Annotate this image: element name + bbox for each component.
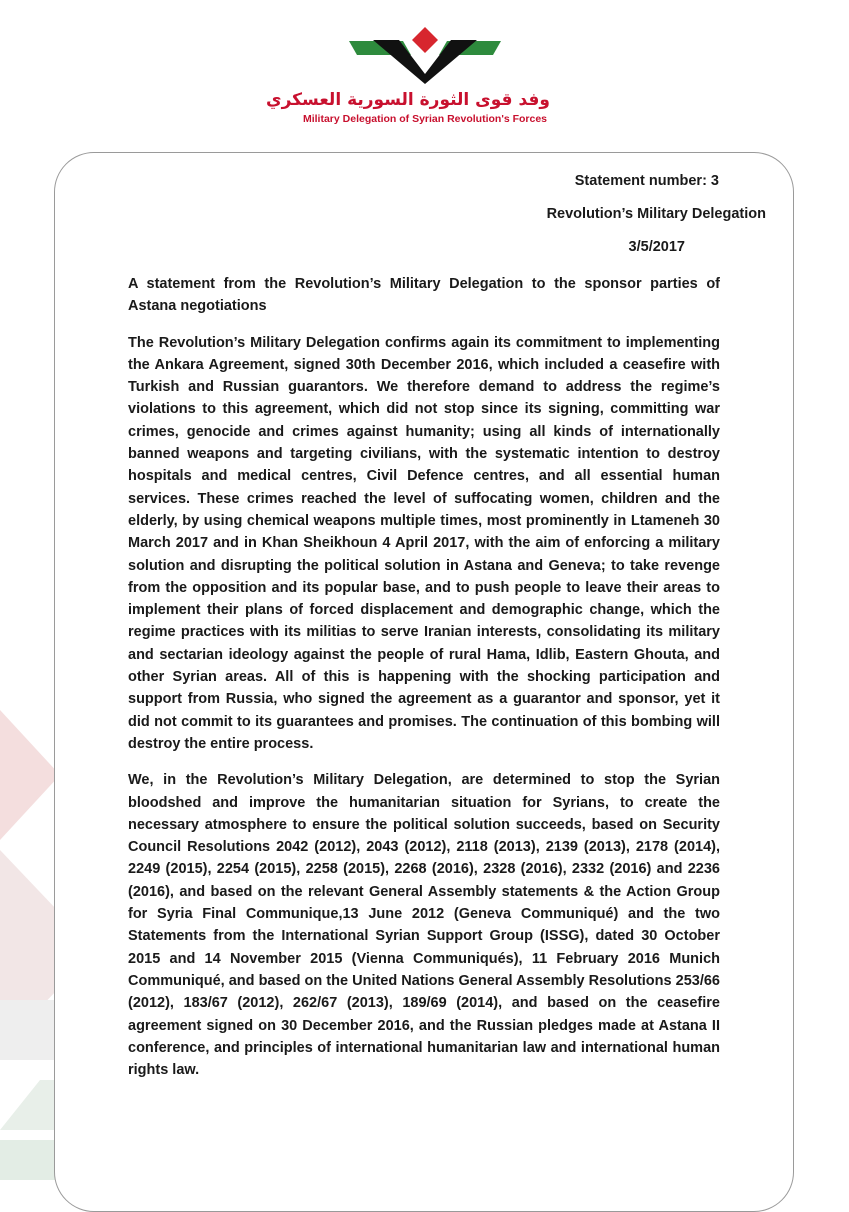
delegation-emblem-icon — [345, 24, 505, 86]
statement-number: Statement number: 3 — [574, 173, 719, 189]
issuer-name: Revolution’s Military Delegation — [546, 206, 766, 222]
statement-date: 3/5/2017 — [628, 239, 685, 255]
organization-name-arabic: وفد قوى الثورة السورية العسكري — [266, 90, 550, 110]
statement-title: A statement from the Revolution’s Military Delegation to the sponsor parties of Astana negotiations — [128, 276, 720, 315]
statement-body — [128, 273, 720, 1095]
paragraph-determination: We, in the Revolution’s Military Delegation, are determined to stop the Syrian bloodshed and improve the humanitarian situation for Syrians, to create the necessary atmosphere to ensure the political solution succeeds, based on Security Council Resolutions 2042 (2012), 2043 (2012), 2118 (2013), 2139 (2013), 2178 (2014), 2249 (2015), 2254 (2015), 2258 (2015), 2268 (2016), 2328 (2016), 2332 (2016) and 2236 (2016), and based on the relevant General Assembly statements & the Action Group for Syria Final Communique,13 June 2012 (Geneva Communiqué) and the two Statements from the International Syrian Support Group (ISSG), dated 30 October 2015 and 14 November 2015 (Vienna Communiqués), 11 February 2016 Munich Communiqué, and based on the United Nations General Assembly Resolutions 253/66 (2012), 183/67 (2012), 262/67 (2013), 189/69 (2014), and based on the ceasefire agreement signed on 30 December 2016, and the Russian pledges made at Astana II conference, and principles of international humanitarian law and international human rights law. — [128, 772, 720, 1079]
paragraph-commitment: The Revolution’s Military Delegation confirms again its commitment to implementing the Ankara Agreement, signed 30th December 2016, which included a ceasefire with Turkish and Russian guarantors. We therefore demand to address the regime’s violations to this agreement, which did not stop since its signing, committing war crimes, genocide and crimes against humanity; using all kinds of internationally banned weapons and targeting civilians, with the systematic intention to destroy hospitals and medical centres, Civil Defence centres, and all essential human services. These crimes reached the level of suffocating women, children and the elderly, by using chemical weapons multiple times, most prominently in Ltameneh 30 March 2017 and in Khan Sheikhoun 4 April 2017, with the aim of enforcing a military solution and disrupting the political solution in Astana and Geneva; to take revenge from the opposition and its popular base, and to push people to leave their areas to implement their plans of forced displacement and demographic change, which the regime practices with its militias to serve Iranian interests, consolidating its military and sectarian ideology against the people of rural Hama, Idlib, Eastern Ghouta, and other Syrian areas. All of this is happening with the shocking participation and support from Russia, who signed the agreement as a guarantor and sponsor, yet it did not commit to its guarantees and promises. The continuation of this bombing will destroy the entire process. — [128, 334, 720, 752]
header-logo — [0, 0, 849, 135]
organization-name-english: Military Delegation of Syrian Revolution's Forces — [302, 113, 548, 125]
